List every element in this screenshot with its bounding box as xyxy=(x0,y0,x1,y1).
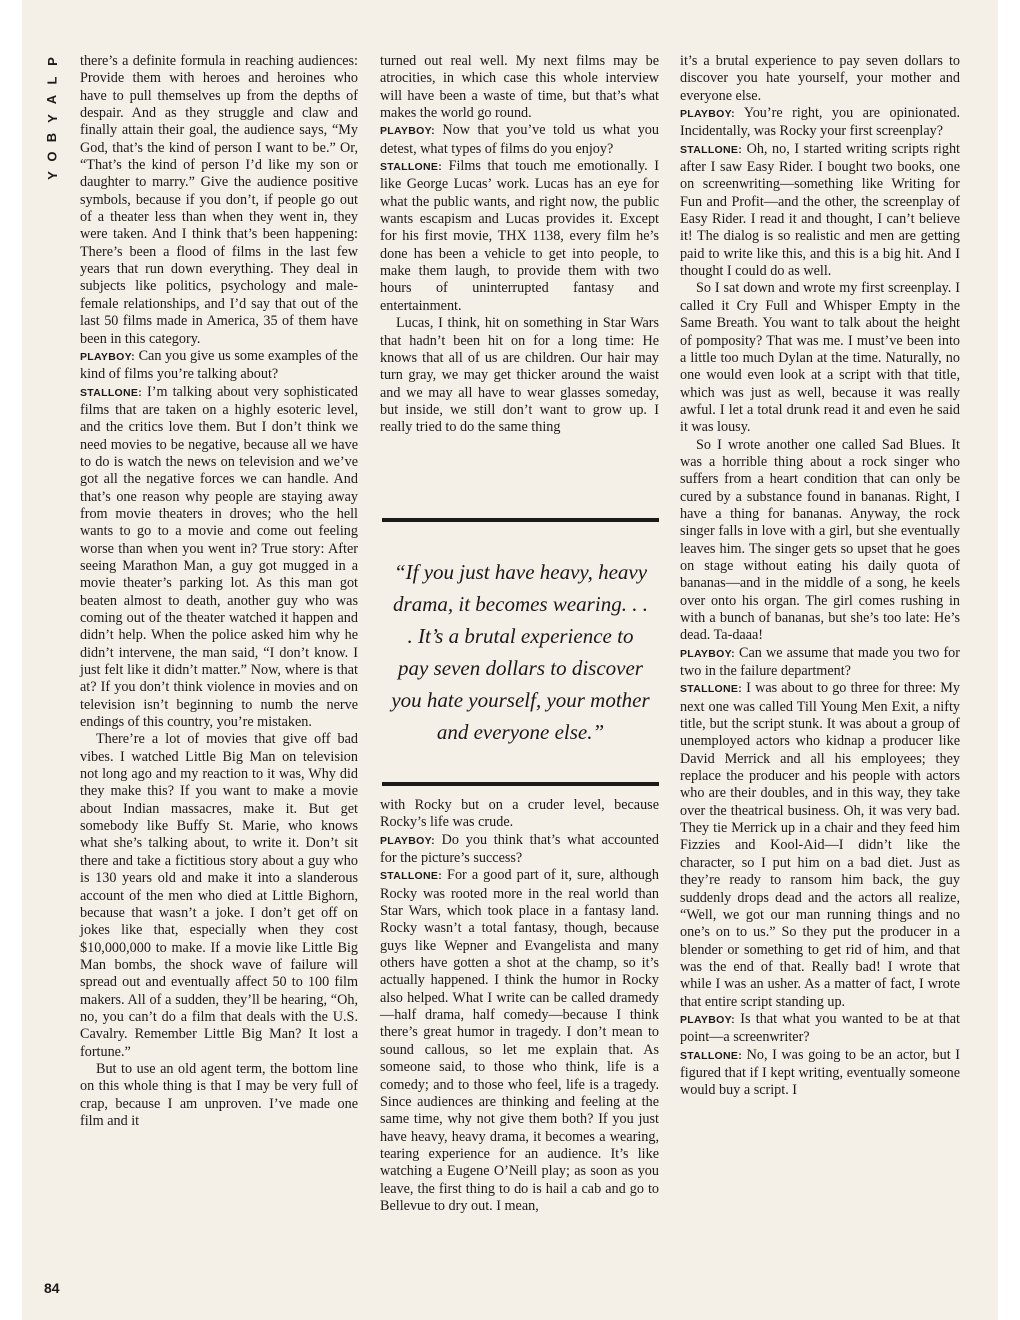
question-text: Do you think that’s what accounted for the picture’s success? xyxy=(380,831,659,867)
paragraph: Lucas, I think, hit on something in Star Wars that hadn’t been hit on for a long time: He knows that all of us are children. Our hair may turn gray, we may get thicker around the waist and we may all have to wear glasses someday, but inside, we still don’t want to grow up. I really tried to do the same thing xyxy=(380,315,659,436)
answer xyxy=(680,141,960,281)
speaker-label: PLAYBOY: xyxy=(680,1013,735,1026)
speaker-label: STALLONE: xyxy=(380,870,442,883)
page-number: 84 xyxy=(44,1280,60,1296)
question xyxy=(680,645,960,681)
sidebar-letter: A xyxy=(44,94,60,105)
paragraph: So I sat down and wrote my first screenplay. I called it Cry Full and Whisper Empty in the Same Breath. You want to talk about the height of pomposity? That was me. I must’ve been into a little too much Dylan at the time. Naturally, no one would even look at a script with that title, which was just as well, because it was really awful. I let a total drunk read it and even he said it was lousy. xyxy=(680,280,960,436)
paragraph: it’s a brutal experience to pay seven dollars to discover you hate yourself, your mother and everyone else. xyxy=(680,53,960,104)
answer xyxy=(380,867,659,1215)
magazine-sidebar-logo xyxy=(40,52,64,185)
paragraph: But to use an old agent term, the bottom line on this whole thing is that I may be very full of crap, because I am unproven. I’ve made one film and it xyxy=(80,1060,358,1129)
column-2-bottom xyxy=(380,797,659,1215)
speaker-label: STALLONE: xyxy=(680,1049,742,1062)
paragraph: turned out real well. My next films may be atrocities, in which case this whole interview will have been a waste of time, but that’s what makes the world go round. xyxy=(380,53,659,122)
pull-quote xyxy=(382,518,659,786)
speaker-label: STALLONE: xyxy=(680,683,742,696)
answer xyxy=(680,680,960,1011)
sidebar-letter: Y xyxy=(44,114,60,123)
column-3 xyxy=(680,53,960,1100)
answer-text: Films that touch me emotionally. I like George Lucas’ work. Lucas has an eye for what the public wants, and right now, the public wants escapism and Lucas provides it. Except for his first movie, THX 1138, every film he’s done has been a vehicle to get into people, to make them laugh, to provide them with two hours of uninterrupted fantasy and entertainment. xyxy=(380,158,659,314)
answer xyxy=(80,384,358,732)
question-text: Can we assume that made you two for two in the failure department? xyxy=(680,644,960,680)
question-text: Is that what you wanted to be at that point—a screenwriter? xyxy=(680,1010,960,1046)
answer-text: Oh, no, I started writing scripts right after I saw Easy Rider. I bought two books, one on screenwriting—something like Writing for Fun and Profit—and the other, the screenplay of Easy Rider. I read it and thought, I can’t believe it! The dialog is so realistic and men are getting paid to write like this, and this is a big hit. And I thought I could do as well. xyxy=(680,140,960,280)
question-text: You’re right, you are opinionated. Incidentally, was Rocky your first screenplay? xyxy=(680,105,960,140)
question xyxy=(680,1011,960,1047)
speaker-label: STALLONE: xyxy=(680,143,742,156)
paragraph: there’s a definite formula in reaching audiences: Provide them with heroes and heroines who have to pull themselves up from the depths of despair. And as they struggle and claw and finally attain their goal, the audience says, “My God, that’s the kind of person I want to be.” Or, “That’s the kind of person I’d like my son or daughter to marry.” Give the audience positive symbols, because if you don’t, if people go out of a theater less than when they went in, they were taken. And I think that’s been happening: There’s been a flood of films in the last few years that run down everything. They deal in subjects like politics, psychology and male-female relationships, and I’d say that out of the last 50 films made in America, 35 of them have been in this category. xyxy=(80,53,358,347)
speaker-label: PLAYBOY: xyxy=(680,647,735,660)
speaker-label: PLAYBOY: xyxy=(380,125,435,138)
speaker-label: PLAYBOY: xyxy=(80,350,135,363)
speaker-label: PLAYBOY: xyxy=(680,108,735,121)
speaker-label: STALLONE: xyxy=(380,161,442,174)
answer-text: For a good part of it, sure, although Rocky was rooted more in the real world than Star Wars, which took place in a fantasy land. Rocky wasn’t a total fantasy, though, because guys like Wepner and Evangelista and many others have gotten a shot at the champ, so it’s actually happened. I think the humor in Rocky also helped. What I write can be called dramedy—half drama, half comedy—because I think there’s great humor in tragedy. I don’t mean to sound callous, so let me explain that. As someone said, to those who think, life is a comedy; and to those who feel, life is a tragedy. Since audiences are thinking and feeling at the same time, why not give them both? If you just have heavy, heavy drama, it becomes a wearing, tearing experience for an audience. It’s like watching a Eugene O’Neill play; as soon as you leave, the first thing to do is hail a cab and go to Bellevue to dry out. I mean, xyxy=(380,867,659,1214)
answer xyxy=(680,1047,960,1100)
sidebar-letter: P xyxy=(44,57,60,66)
question xyxy=(380,122,659,158)
paragraph: There’re a lot of movies that give off bad vibes. I watched Little Big Man on television not long ago and my reaction to it was, Why did they make this? If you want to make a movie about Indian massacres, make it. But get somebody like Buffy St. Marie, who knows what she’s talking about, to write it. Don’t sit there and take a fictitious story about a guy who is 130 years old and make it into a slanderous account of the men who died at Little Bighorn, because that wasn’t a joke. I don’t get off on jokes like that, especially when they cost $10,000,000 to make. If a movie like Little Big Man bombs, the shock wave of failure will spread out and eventually affect 50 to 100 film makers. All of a sudden, they’ll be hearing, “Oh, no, you can’t do a film that deals with the U.S. Cavalry. Remember Little Big Man? It lost a fortune.” xyxy=(80,731,358,1060)
paragraph: So I wrote another one called Sad Blues. It was a horrible thing about a rock singer who suffers from a heart condition that can only be cured by a substance found in bananas. Right, I have a thing for bananas. Anyway, the rock singer falls in love with a girl, but she eventually leaves him. The singer gets so upset that he goes on stage without eating his daily quota of bananas—and in the middle of a song, he keels over onto his organ. The girl comes rushing in with a bunch of bananas, but she’s too late: He’s dead. Ta-daaa! xyxy=(680,436,960,644)
sidebar-letter: L xyxy=(44,76,60,85)
answer-text: I’m talking about very sophisticated films that are taken on a highly esoteric level, and the critics love them. But I don’t think we need movies to be negative, because all we have to do is watch the news on television and we’ve got all the negative forces we can handle. And that’s one reason why people are staying away from movie theaters in droves; who the hell wants to go to a movie and come out feeling worse than when you went in? True story: After seeing Marathon Man, a guy got mugged in a movie theater’s parking lot. As this man got beaten almost to death, another guy who was coming out of the theater watched it happen and didn’t help. When the police asked him why he didn’t intervene, the man said, “I don’t know. I just felt like it didn’t matter.” Now, where is that at? If you don’t think violence in movies and on television isn’t beginning to numb the nerve endings of this country, you’re mistaken. xyxy=(80,383,358,731)
speaker-label: STALLONE: xyxy=(80,386,142,399)
answer-text: No, I was going to be an actor, but I figured that if I kept writing, eventually someone would buy a script. I xyxy=(680,1046,960,1099)
answer xyxy=(380,158,659,315)
question-text: Can you give us some examples of the kind of films you’re talking about? xyxy=(80,347,358,383)
sidebar-letter: Y xyxy=(44,171,60,180)
question xyxy=(680,105,960,141)
question-text: Now that you’ve told us what you detest, what types of films do you enjoy? xyxy=(380,122,659,157)
sidebar-letter: O xyxy=(44,151,60,162)
speaker-label: PLAYBOY: xyxy=(380,834,435,847)
pull-quote-text: “If you just have heavy, heavy drama, it becomes wearing. . . . It’s a brutal experience to pay seven dollars to discover you hate yourself, your mother and everyone else.” xyxy=(391,560,650,744)
paragraph: with Rocky but on a cruder level, because Rocky’s life was crude. xyxy=(380,797,659,831)
answer-text: I was about to go three for three: My next one was called Till Young Men Exit, a nifty title, but the script stunk. It was about a group of unemployed actors who kidnap a producer like David Merrick and all his employees; they replace the producer and his people with actors who are their doubles, and in this way, they take over the theatrical business. Oh, it was very bad. They tie Merrick up in a chair and they feed him Fizzies and Kool-Aid—I didn’t like the character, so I put him on a bad diet. Just as they’re ready to ransom him back, the guy suddenly drops dead and the actors all realize, “Well, we got our man running things and no one’s on to us.” So they put the producer in a blender or something to get rid of him, and that was the end of that. Really bad! I wrote that while I was an usher. As a matter of fact, I wrote that entire script standing up. xyxy=(680,680,960,1010)
column-1 xyxy=(80,53,358,1130)
question xyxy=(380,832,659,868)
question xyxy=(80,348,358,384)
sidebar-letter: B xyxy=(44,132,60,143)
column-2-top xyxy=(380,53,659,437)
